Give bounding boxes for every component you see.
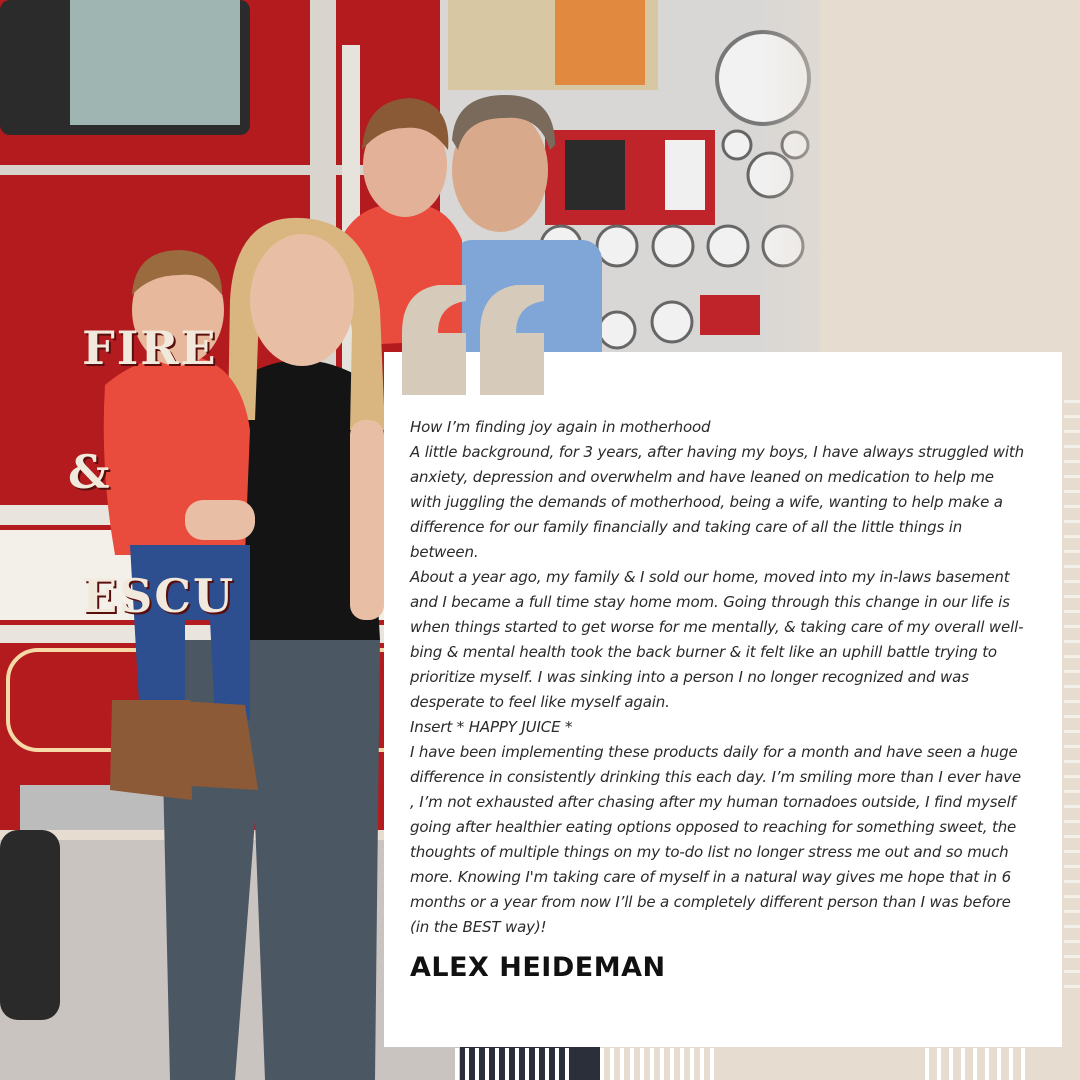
- testimonial-text: [410, 415, 1025, 940]
- fire-truck-lettering: [10, 255, 235, 689]
- testimonial-card: [384, 352, 1062, 1047]
- testimonial-paragraph: About a year ago, my family & I sold our home, moved into my in-laws basement and I became a full time stay home mom. Going through this change in our life is when things started to get worse for me mentally, & taking care of my overall well-bing & mental health took the back burner & it felt like an uphill battle trying to prioritize myself. I was sinking into a person I no longer recognized and was desperate to feel like myself again.: [410, 568, 1024, 711]
- testimonial-title: How I’m finding joy again in motherhood: [410, 418, 711, 436]
- truck-line-2: &: [68, 445, 112, 499]
- truck-line-1: FIRE: [82, 321, 218, 375]
- testimonial-paragraph: A little background, for 3 years, after having my boys, I have always struggled with anxiety, depression and overwhelm and have leaned on medication to help me with juggling the demands of motherhood, being a wife, wanting to help make a difference for our family financially and taking care of all the little things in between.: [410, 443, 1025, 561]
- testimonial-paragraph: I have been implementing these products daily for a month and have seen a huge difference in consistently drinking this each day. I’m smiling more than I ever have , I’m not exhausted after chasing after my human tornadoes outside, I find myself going after healthier eating options opposed to reaching for something sweet, the thoughts of multiple things on my to-do list no longer stress me out and so much more. Knowing I'm taking care of myself in a natural way gives me hope that in 6 months or a year from now I’ll be a completely different person than I was before (in the BEST way)!: [410, 743, 1021, 936]
- testimonial-paragraph: Insert * HAPPY JUICE *: [410, 718, 573, 736]
- quote-mark-icon: [398, 283, 548, 395]
- author-name: ALEX HEIDEMAN: [410, 952, 666, 983]
- truck-line-3: ESCU: [82, 569, 236, 623]
